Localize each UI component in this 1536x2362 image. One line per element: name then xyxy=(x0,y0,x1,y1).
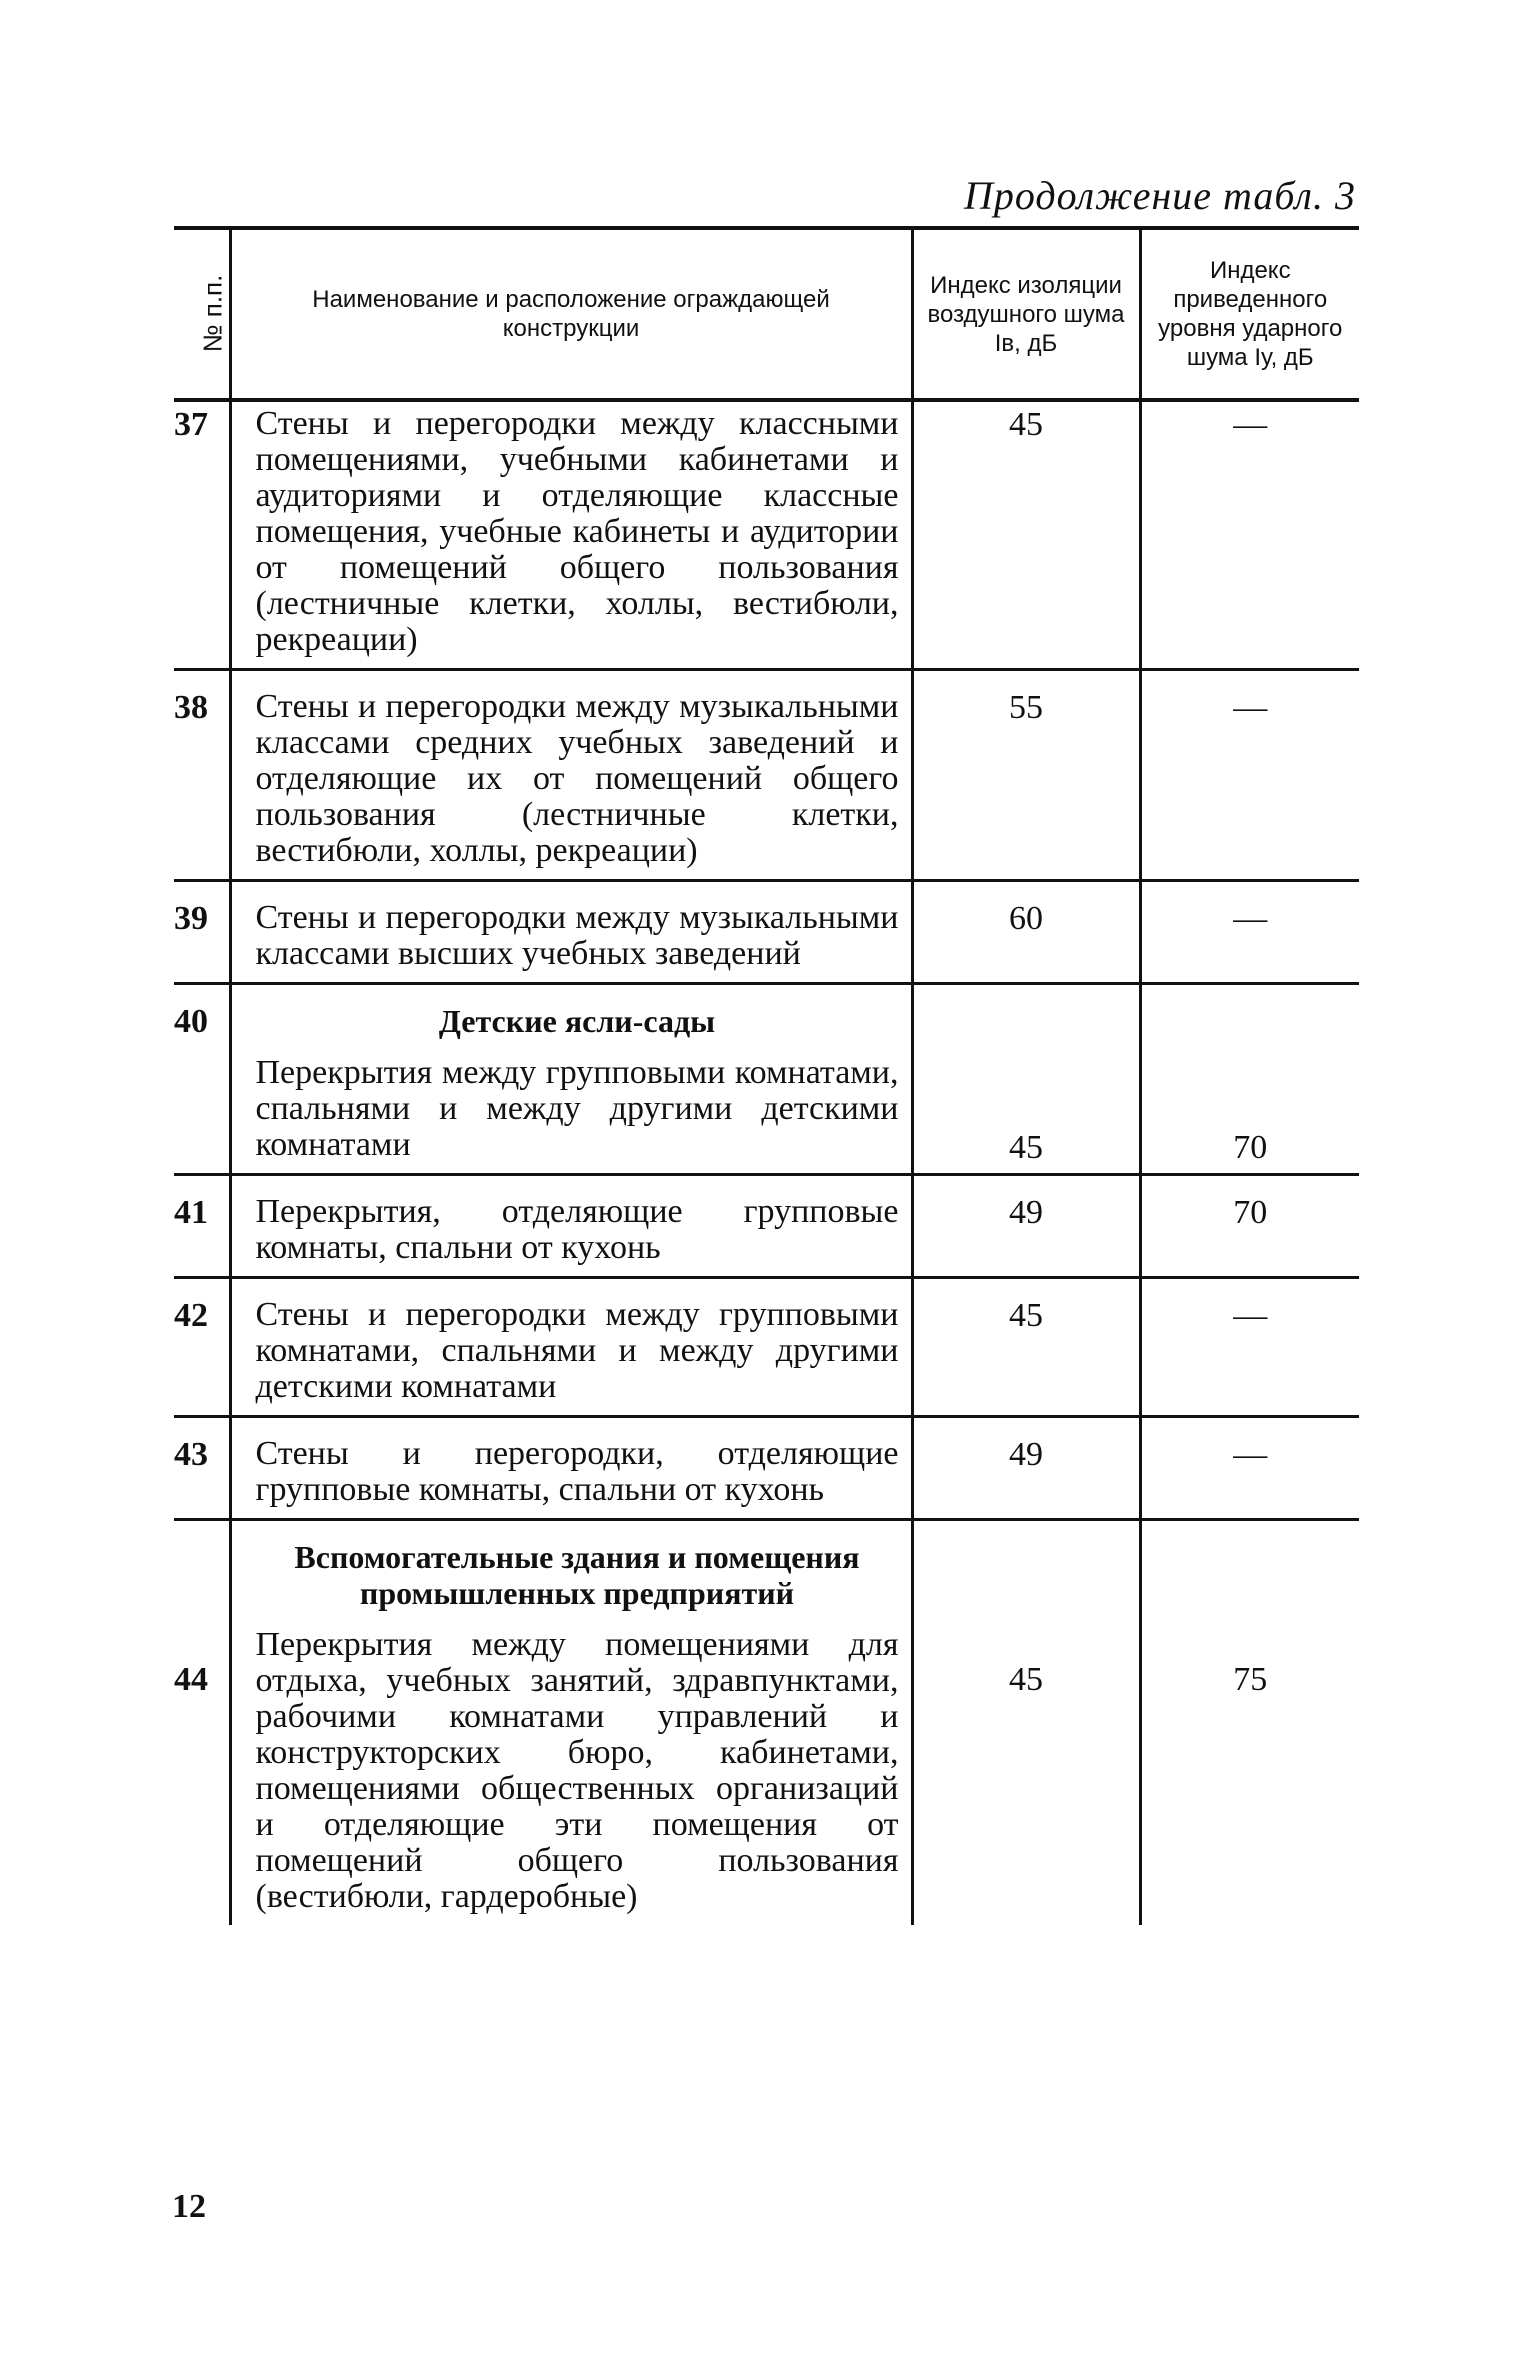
table-row xyxy=(174,984,1359,1175)
row-air-value: 45 xyxy=(912,400,1140,670)
row-number: 44 xyxy=(174,1661,208,1698)
row-description xyxy=(230,1175,912,1278)
row-impact-value: — xyxy=(1140,1278,1359,1417)
header-num: № п.п. xyxy=(174,228,230,400)
table-caption: Продолжение табл. 3 xyxy=(963,173,1356,218)
row-impact-value: — xyxy=(1140,1417,1359,1520)
row-number: 40 xyxy=(174,984,230,1175)
row-description xyxy=(230,670,912,881)
row-air-value: 60 xyxy=(912,881,1140,984)
row-air-value: 45 xyxy=(912,984,1140,1175)
table-row xyxy=(174,400,1359,670)
row-impact-value: 75 xyxy=(1140,1520,1359,1926)
row-description xyxy=(230,400,912,670)
row-air-value: 45 xyxy=(912,1520,1140,1926)
row-text: Стены и перегородки между классными помещениями, учебными кабинетами и аудиториями и отделяющие классные помещения, учебные кабинеты и аудитории от помещений общего пользования (лестничные клетки, холлы, вестибюли, рекреации) xyxy=(255,405,899,658)
row-number: 43 xyxy=(174,1417,230,1520)
row-description xyxy=(230,1278,912,1417)
row-text: Перекрытия, отделяющие групповые комнаты, спальни от кухонь xyxy=(255,1193,899,1266)
row-text: Стены и перегородки между музыкальными классами высших учебных заведений xyxy=(255,899,899,972)
row-impact-value: 70 xyxy=(1140,1175,1359,1278)
header-impact-noise-index: Индекс приведенного уровня ударного шума Iу, дБ xyxy=(1140,228,1359,400)
table-row xyxy=(174,1520,1359,1926)
section-heading: Вспомогательные здания и помещения промышленных предприятий xyxy=(294,1539,860,1611)
row-text: Перекрытия между помещениями для отдыха, учебных занятий, здравпунктами, рабочими комнатами управлений и конструкторских бюро, кабинетами, помещениями общественных организаций и отделяющие эти помещения от помещений общего пользования (вестибюли, гардеробные) xyxy=(255,1626,899,1915)
row-number: 41 xyxy=(174,1175,230,1278)
table-row xyxy=(174,881,1359,984)
row-number: 37 xyxy=(174,400,230,670)
row-air-value: 49 xyxy=(912,1175,1140,1278)
row-impact-value: 70 xyxy=(1140,984,1359,1175)
noise-insulation-table xyxy=(174,226,1359,1925)
header-air-noise-index: Индекс изоляции воздушного шума Iв, дБ xyxy=(912,228,1140,400)
row-text: Стены и перегородки между музыкальными классами средних учебных заведений и отделяющие их от помещений общего пользования (лестничные клетки, вестибюли, холлы, рекреации) xyxy=(255,688,899,869)
table-header-row xyxy=(174,228,1359,400)
page-number: 12 xyxy=(172,2188,206,2225)
row-description xyxy=(230,881,912,984)
row-number: 38 xyxy=(174,670,230,881)
row-text: Стены и перегородки, отделяющие групповые комнаты, спальни от кухонь xyxy=(255,1435,899,1508)
row-text: Перекрытия между групповыми комнатами, спальнями и между другими детскими комнатами xyxy=(255,1054,899,1163)
row-impact-value: — xyxy=(1140,670,1359,881)
header-name: Наименование и расположение ограждающей конструкции xyxy=(230,228,912,400)
row-number: 42 xyxy=(174,1278,230,1417)
row-air-value: 55 xyxy=(912,670,1140,881)
table-row xyxy=(174,670,1359,881)
table-row xyxy=(174,1278,1359,1417)
row-impact-value: — xyxy=(1140,881,1359,984)
table-row xyxy=(174,1417,1359,1520)
row-air-value: 45 xyxy=(912,1278,1140,1417)
row-number: 39 xyxy=(174,881,230,984)
row-description xyxy=(230,984,912,1175)
row-text: Стены и перегородки между групповыми комнатами, спальнями и между другими детскими комнатами xyxy=(255,1296,899,1405)
table-row xyxy=(174,1175,1359,1278)
row-impact-value: — xyxy=(1140,400,1359,670)
row-description xyxy=(230,1520,912,1926)
row-description xyxy=(230,1417,912,1520)
row-air-value: 49 xyxy=(912,1417,1140,1520)
section-heading: Детские ясли-сады xyxy=(438,1003,716,1039)
